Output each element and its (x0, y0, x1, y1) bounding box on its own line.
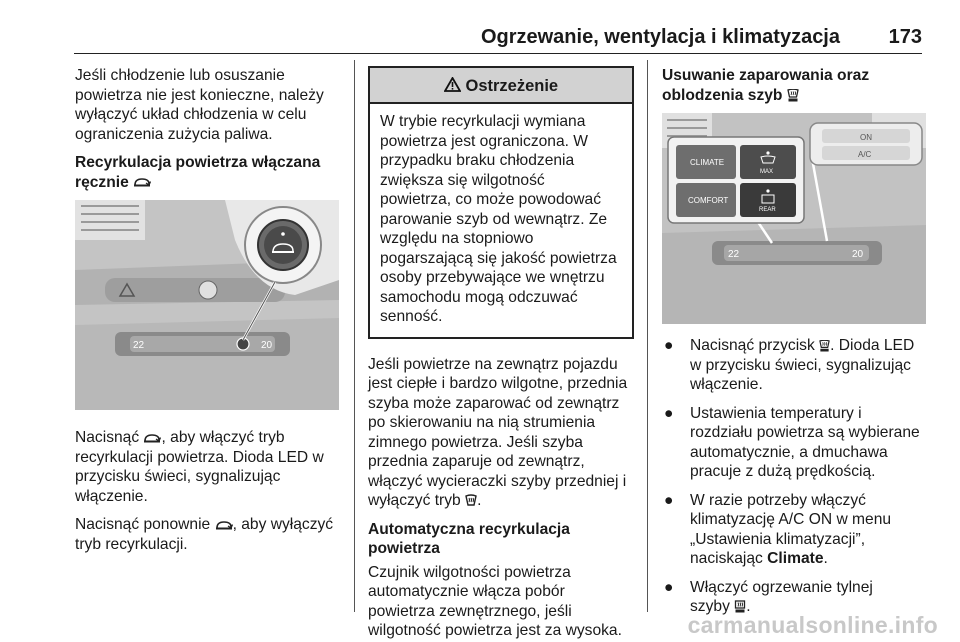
dashboard-illustration (75, 200, 339, 410)
fig1-left-temp: 22 (133, 340, 145, 351)
column-divider (647, 60, 648, 612)
recirculation-icon (215, 520, 233, 530)
text-line: włączenie. (75, 487, 148, 505)
section-heading-recirculation (75, 153, 343, 192)
text-line: przednia zaparuje od zewnątrz, (368, 453, 585, 470)
fig3-climate-label: CLIMATE (690, 158, 725, 167)
text-line: automatycznie włącza pobór (368, 583, 565, 600)
press-again-paragraph (75, 515, 343, 554)
text-line: zwiększa się wilgotność (380, 171, 545, 189)
warning-title: Ostrzeżenie (465, 77, 559, 95)
text-line: po skierowaniu na nią strumienia (368, 414, 596, 431)
heading-line: ręcznie (75, 173, 129, 191)
bullet-dot: ● (664, 337, 674, 354)
text-line: zimnego powietrza. Jeśli szyba (368, 433, 583, 451)
column-1 (75, 66, 343, 196)
text-line: włączyć wycieraczki szyby przedniej i (368, 472, 627, 490)
fig3-comfort-label: COMFORT (688, 196, 729, 205)
text-line: powietrza, co może powodować (380, 191, 602, 208)
text-line: pogarszającą się jakość powietrza (380, 249, 617, 267)
bullet-dot: ● (664, 491, 674, 509)
text-line: powietrza zewnętrznego, jeśli (368, 602, 572, 620)
text-line: rozdziału powietrza są wybierane (690, 424, 920, 441)
column-3 (662, 66, 930, 109)
text-line: przycisku świeci, sygnalizując (75, 468, 281, 485)
list-item (662, 491, 930, 569)
text-span: . Dioda LED (830, 337, 915, 354)
text-line: Włączyć ogrzewanie tylnej (690, 578, 873, 596)
text-line: tryb recyrkulacji. (75, 535, 188, 553)
column-3-lower (662, 336, 930, 626)
text-span: naciskając (690, 550, 763, 567)
column-2 (368, 66, 634, 642)
text-span: , aby włączyć tryb (161, 429, 285, 446)
text-span: . (746, 598, 751, 615)
text-line: przypadku braku chłodzenia (380, 152, 575, 169)
fig3-max-label: MAX (760, 169, 774, 175)
text-line: względu na stopniowo (380, 230, 534, 247)
recirculation-icon (133, 177, 151, 187)
fig3-left-temp: 22 (728, 249, 740, 260)
fogging-paragraph: Jeśli powietrze na zewnątrz pojazdu jest ciepłe i bardzo wilgotne, przednia szyba może zaparować od zewnątrz po skierowaniu na nią strumienia zimnego powietrza. Jeśli szyba przednia zaparuje od zewnątrz, włączyć wycieraczki szyby przedniej i wyłączyć tryb . (368, 355, 628, 509)
text-line: powietrza jest ograniczona. W (380, 132, 589, 150)
text-line: senność. (380, 308, 443, 325)
text-line: ograniczenia zużycia paliwa. (75, 125, 273, 143)
max-demist-icon (819, 340, 830, 352)
text-line: jest ciepłe i bardzo wilgotne, przednia (368, 375, 628, 392)
fig3-on-label: ON (860, 133, 872, 142)
windscreen-demist-icon (465, 494, 477, 507)
text-line: pracuje z dużą prędkością. (690, 463, 876, 480)
text-line: szyba może zaparować od zewnątrz (368, 394, 620, 412)
page-number: 173 (888, 26, 922, 48)
column-divider (354, 60, 355, 612)
recirculation-button-figure (75, 200, 339, 410)
warning-body (370, 104, 632, 337)
warning-box (368, 66, 634, 339)
bullet-dot: ● (664, 578, 674, 596)
text-line: w przycisku świeci, sygnalizując (690, 356, 911, 374)
text-line: W trybie recyrkulacji wymiana (380, 113, 586, 130)
press-paragraph (75, 428, 343, 506)
list-item (662, 578, 930, 617)
text-span: . (823, 550, 828, 567)
demist-button-figure (662, 113, 926, 324)
demist-steps-list (662, 336, 930, 617)
climate-term: Climate (767, 550, 824, 567)
text-line: Czujnik wilgotności powietrza (368, 563, 571, 581)
watermark: carmanualsonline.info (687, 612, 938, 638)
fig3-ac-label: A/C (858, 150, 872, 159)
text-line: Jeśli powietrze na zewnątrz pojazdu (368, 355, 618, 373)
list-item (662, 404, 930, 482)
column-1-lower (75, 428, 343, 563)
text-span: Nacisnąć ponownie (75, 516, 211, 533)
section-title: Ogrzewanie, wentylacja i klimatyzacja (480, 26, 840, 48)
section-heading-auto-recirculation: Automatyczna recyrkulacja powietrza (368, 520, 570, 557)
warning-header (370, 68, 632, 104)
text-line: parowanie szyb od wewnątrz. Ze (380, 210, 608, 228)
text-line: „Ustawienia klimatyzacji”, (690, 530, 866, 548)
text-line: włączenie. (690, 376, 763, 393)
climate-panel-illustration (662, 113, 926, 324)
text-line: wyłączyć układ chłodzenia w celu (75, 106, 307, 123)
max-demist-icon (787, 89, 799, 102)
text-span: , aby wyłączyć (232, 516, 334, 533)
text-line: osoby przebywające we wnętrzu (380, 269, 605, 286)
intro-paragraph (75, 66, 343, 144)
text-line: samochodu mogą odczuwać (380, 288, 578, 306)
auto-recirculation-paragraph (368, 563, 634, 641)
fig3-rear-label: REAR (759, 207, 776, 213)
text-line: Ustawienia temperatury i (690, 404, 862, 422)
text-line: powietrza nie jest konieczne, należy (75, 86, 324, 104)
section-heading-demist (662, 66, 930, 105)
text-line: automatycznie, a dmuchawa (690, 443, 888, 461)
text-line: wilgotność powietrza jest za wysoka. (368, 622, 622, 639)
text-line: recyrkulacji powietrza. Dioda LED w (75, 448, 324, 466)
bullet-dot: ● (664, 404, 674, 422)
heading-line: Recyrkulacja powietrza włączana (75, 154, 321, 171)
fig3-right-temp: 20 (852, 249, 864, 260)
warning-triangle-icon (444, 77, 461, 92)
list-item (662, 336, 930, 395)
heading-line: Usuwanie zaparowania oraz (662, 67, 870, 84)
text-line: klimatyzację A/C ON w menu (690, 511, 892, 528)
text-span: Nacisnąć przycisk (690, 337, 815, 354)
recirculation-icon (143, 433, 161, 443)
text-span: wyłączyć tryb (368, 492, 461, 509)
text-line: W razie potrzeby włączyć (690, 491, 866, 509)
page-header (74, 22, 922, 54)
heading-line: oblodzenia szyb (662, 86, 783, 104)
text-span: szyby (690, 598, 730, 615)
text-span: Nacisnąć (75, 429, 140, 446)
fig1-right-temp: 20 (261, 340, 273, 351)
text-line: Jeśli chłodzenie lub osuszanie (75, 67, 285, 84)
